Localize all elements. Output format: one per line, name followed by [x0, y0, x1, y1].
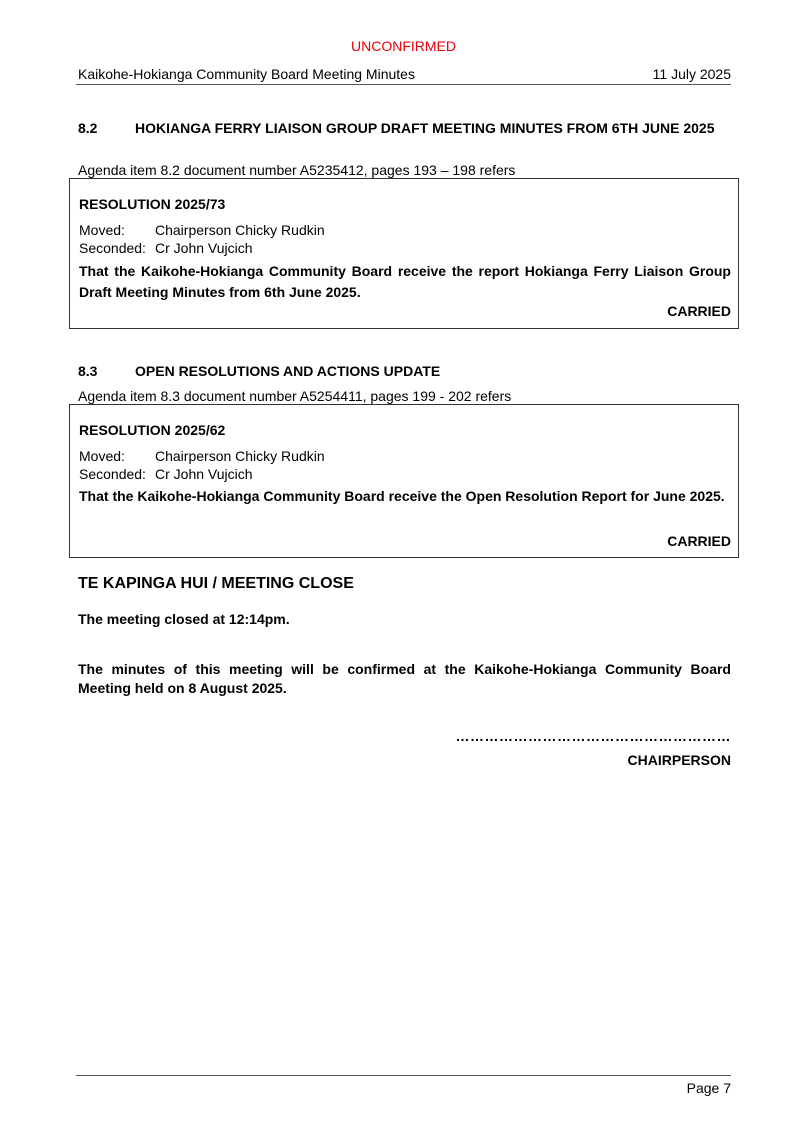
meeting-closed-text: The meeting closed at 12:14pm. — [78, 611, 290, 627]
section-title: HOKIANGA FERRY LIAISON GROUP DRAFT MEETING MINUTES FROM 6TH JUNE 2025 — [135, 120, 715, 136]
resolution-title: RESOLUTION 2025/62 — [79, 422, 226, 438]
resolution-box — [69, 178, 739, 329]
section-number: 8.2 — [78, 120, 98, 136]
moved-value: Chairperson Chicky Rudkin — [155, 222, 325, 238]
agenda-reference: Agenda item 8.3 document number A5254411, pages 199 - 202 refers — [78, 388, 512, 404]
resolution-status: CARRIED — [667, 303, 731, 319]
meeting-close-heading: TE KAPINGA HUI / MEETING CLOSE — [78, 575, 354, 592]
moved-label: Moved: — [79, 448, 125, 464]
confirmation-text: The minutes of this meeting will be confirmed at the Kaikohe-Hokianga Community Board Meeting held on 8 August 2025. — [78, 661, 731, 696]
seconded-label: Seconded: — [79, 466, 146, 482]
signature-line: ………………………………………………… — [455, 728, 731, 744]
resolution-text: That the Kaikohe-Hokianga Community Board receive the Open Resolution Report for June 2025. — [79, 488, 725, 504]
seconded-label: Seconded: — [79, 240, 146, 256]
resolution-text: That the Kaikohe-Hokianga Community Board receive the report Hokianga Ferry Liaison Group Draft Meeting Minutes from 6th June 2025. — [79, 263, 731, 300]
resolution-title: RESOLUTION 2025/73 — [79, 196, 226, 212]
resolution-box — [69, 404, 739, 558]
agenda-reference: Agenda item 8.2 document number A5235412, pages 193 – 198 refers — [78, 162, 516, 178]
footer-divider — [76, 1075, 731, 1076]
meeting-date: 11 July 2025 — [652, 66, 731, 82]
section-number: 8.3 — [78, 363, 98, 379]
unconfirmed-watermark: UNCONFIRMED — [351, 38, 456, 54]
header-divider — [76, 84, 731, 85]
resolution-status: CARRIED — [667, 533, 731, 549]
seconded-value: Cr John Vujcich — [155, 466, 253, 482]
section-title: OPEN RESOLUTIONS AND ACTIONS UPDATE — [135, 363, 441, 379]
moved-label: Moved: — [79, 222, 125, 238]
document-title: Kaikohe-Hokianga Community Board Meeting Minutes — [78, 66, 415, 82]
moved-value: Chairperson Chicky Rudkin — [155, 448, 325, 464]
page-number: Page 7 — [686, 1080, 731, 1096]
chairperson-label: CHAIRPERSON — [627, 752, 731, 768]
seconded-value: Cr John Vujcich — [155, 240, 253, 256]
